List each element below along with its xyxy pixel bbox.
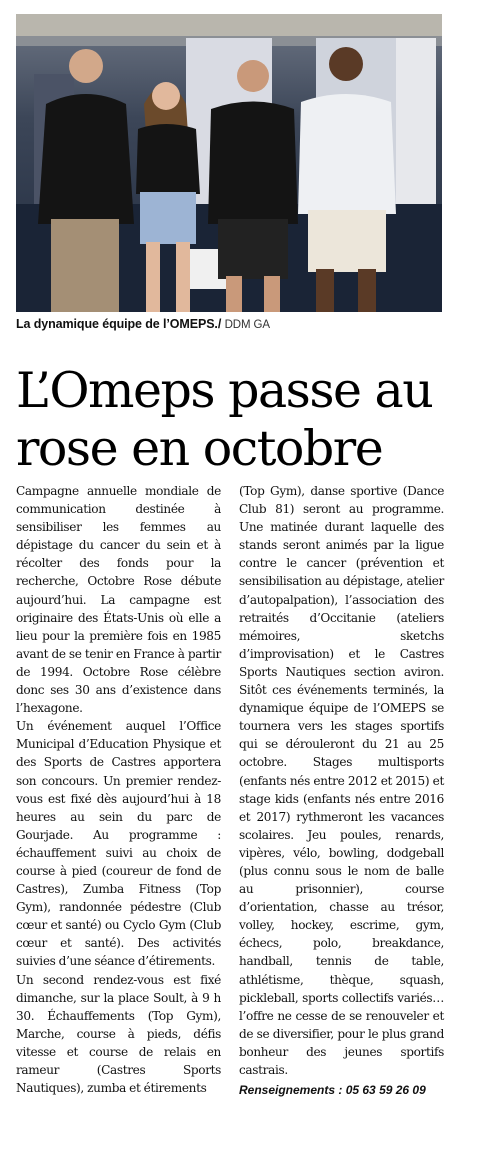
paragraph: (Top Gym), danse sportive (Dance Club 81) seront au programme. Une matinée durant laquelle des stands seront animés par la ligue contre le cancer (prévention et sensibilisation au dépistage, atelier d’autopalpation), l’association des retraités d’Occitanie (ateliers mémoires, sketchs d’improvisation) et le Castres Sports Nautiques section aviron. Sitôt ces événements terminés, la dynamique équipe de l’OMEPS se tournera vers les stages sportifs qui se dérouleront du 21 au 25 octobre. Stages multisports (enfants nés entre 2012 et 2015) et stage kids (enfants nés entre 2016 et 2017) rythmeront les vacances scolaires. Jeu poules, renards, vipères, vélo, bowling, dodgeball (plus connu sous le nom de balle au prisonnier), course d’orientation, chasse au trésor, volley, hockey, escrime, gym, échecs, polo, breakdance, handball, tennis de table, athlétisme, thèque, squash, pickleball, sports collectifs variés… l’offre ne cesse de se renouveler et de se diversifier, pour le plus grand bonheur des jeunes sportifs castrais. bbox=[239, 484, 444, 1077]
team-photo bbox=[16, 14, 442, 312]
paragraph: Un événement auquel l’Office Municipal d’Education Physique et des Sports de Castres apportera son concours. Un premier rendez-vous est fixé dès aujourd’hui à 18 heures au sein du parc de Gourjade. Au programme : échauffement suivi au choix de course à pied (coureur de fond de Castres), Zumba Fitness (Top Gym), randonnée pédestre (Club cœur et santé) ou Cyclo Gym (Club cœur et santé). Des activités suivies d’une séance d’étirements. bbox=[16, 719, 221, 969]
paragraph: Campagne annuelle mondiale de communication destinée à sensibiliser les femmes au dépistage du cancer du sein et à récolter des fonds pour la recherche, Octobre Rose débute aujourd’hui. La campagne est originaire des États-Unis où elle a lieu pour la première fois en 1985 avant de se tenir en France à partir de 1994. Octobre Rose célèbre donc ses 30 ans d’existence dans l’hexagone. bbox=[16, 484, 221, 716]
photo-caption bbox=[16, 317, 456, 331]
article-body bbox=[16, 482, 444, 1097]
paragraph: Un second rendez-vous est fixé dimanche, sur la place Soult, à 9 h 30. Échauffements (Top Gym), Marche, course à pieds, défis vitesse et course de relais en rameur (Castres Sports Nautiques), zumba et étirements bbox=[16, 972, 221, 1096]
contact-phone: 05 63 59 26 09 bbox=[345, 1083, 426, 1098]
headline-line-2: rose en octobre bbox=[16, 420, 383, 477]
photo-image bbox=[16, 14, 442, 312]
contact-label: Renseignements : bbox=[239, 1083, 343, 1098]
body-column-1 bbox=[16, 482, 221, 1097]
caption-text: La dynamique équipe de l’OMEPS. bbox=[16, 317, 218, 331]
article-headline bbox=[16, 362, 468, 478]
contact-info bbox=[239, 1083, 444, 1097]
caption-separator: / bbox=[217, 317, 222, 331]
caption-credit: DDM GA bbox=[224, 319, 270, 331]
headline-line-1: L’Omeps passe au bbox=[16, 362, 433, 419]
body-column-2 bbox=[239, 482, 444, 1097]
